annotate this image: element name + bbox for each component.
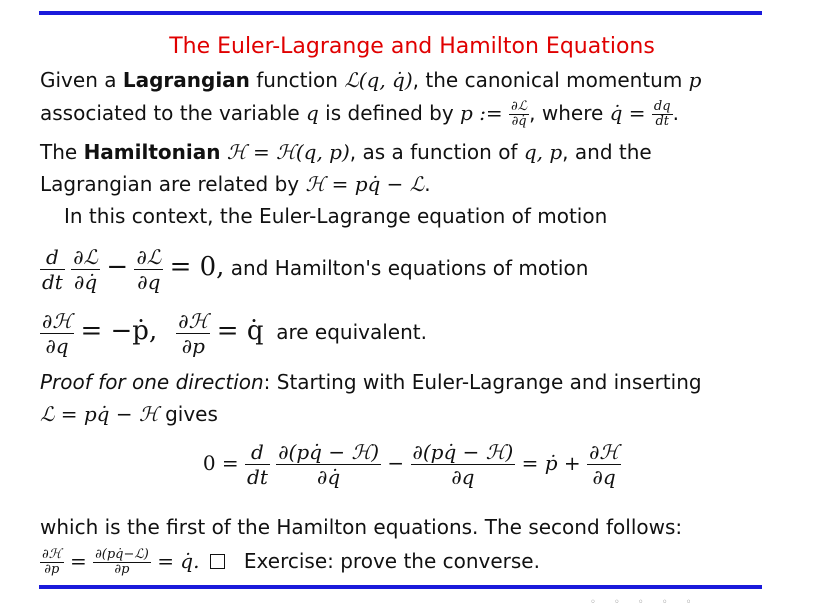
frac-d-pqdot-H-dq	[411, 440, 516, 489]
paragraph-line-1	[40, 68, 701, 92]
frac-dH-dp	[40, 548, 64, 577]
qed-box-icon	[210, 554, 225, 569]
text-function: function	[256, 68, 338, 92]
text-and-hamilton: and Hamilton's equations of motion	[230, 256, 589, 280]
frac-num: ∂ℒ	[73, 245, 98, 269]
math-eq: =	[69, 549, 87, 573]
frac-dH-dq	[40, 309, 74, 358]
text-context: In this context, the Euler-Lagrange equation of motion	[64, 204, 608, 228]
text-lagrangian-related: Lagrangian are related by	[40, 172, 300, 196]
frac-den: ∂q̇	[511, 114, 527, 129]
proof-line-2	[40, 402, 218, 426]
frac-num: ∂ℋ	[178, 309, 209, 333]
text-as-function: , as a function of	[349, 140, 518, 164]
frac-num: ∂(pq̇−ℒ)	[95, 547, 149, 562]
text-period: .	[424, 172, 431, 196]
closing-line-2	[40, 543, 540, 579]
nav-dots-icon[interactable]: ◦◦◦◦◦	[590, 597, 710, 608]
frac-num: ∂ℋ	[42, 547, 62, 562]
text-exercise: Exercise: prove the converse.	[243, 549, 540, 573]
frac-den: ∂q̇	[74, 270, 98, 294]
frac-den: ∂q̇	[317, 465, 341, 489]
term-lagrangian: Lagrangian	[122, 68, 250, 92]
math-eq-qdot: = q̇.	[157, 549, 200, 573]
frac-dH-dp	[176, 309, 210, 358]
text-second-follows: which is the first of the Hamilton equations. The second follows:	[40, 515, 683, 539]
frac-d-dt	[245, 440, 270, 489]
text-proof-rest: : Starting with Euler-Lagrange and inserting	[263, 370, 702, 394]
text-canonical-momentum: , the canonical momentum	[412, 68, 683, 92]
math-p-def: p :=	[460, 101, 503, 125]
math-qdot-eq: q̇ =	[609, 101, 646, 125]
frac-dL-dqdot	[509, 100, 529, 129]
frac-den: ∂q	[45, 334, 69, 358]
frac-den: ∂q	[592, 465, 616, 489]
frac-dL-dq	[134, 245, 163, 294]
text-the: The	[40, 140, 78, 164]
math-H-def: ℋ = ℋ(q, p)	[226, 140, 350, 164]
frac-dq-dt	[652, 100, 673, 129]
math-L-eq: ℒ = pq̇ − ℋ	[40, 402, 159, 426]
math-eq-zero: = 0,	[169, 252, 225, 282]
term-hamiltonian: Hamiltonian	[83, 140, 221, 164]
paragraph-line-3	[40, 140, 652, 164]
math-zero-eq: 0 =	[202, 451, 239, 475]
math-minus: −	[387, 451, 405, 475]
frac-den: ∂q	[451, 465, 475, 489]
frac-num: d	[40, 245, 65, 270]
math-minus: −	[106, 252, 129, 282]
top-rule	[39, 11, 762, 15]
frac-den: dt	[655, 114, 670, 129]
frac-den: dt	[247, 465, 268, 489]
frac-d-dt	[40, 245, 65, 294]
text-period: .	[672, 101, 679, 125]
math-eq-pdot: = ṗ +	[521, 451, 581, 475]
paragraph-line-4	[40, 172, 431, 196]
frac-d-pqdot-H-dqdot	[276, 440, 381, 489]
math-q: q	[306, 101, 319, 125]
proof-equation	[0, 440, 824, 489]
closing-line-1	[40, 515, 682, 539]
text-defined-by: is defined by	[325, 101, 454, 125]
frac-den: dt	[42, 270, 63, 294]
frac-dL-dqdot	[71, 245, 100, 294]
math-L-of-q: ℒ(q, q̇)	[344, 68, 413, 92]
text-and-the: , and the	[562, 140, 652, 164]
frac-num: ∂ℋ	[42, 309, 73, 333]
frac-den: ∂p	[181, 334, 205, 358]
frac-num: ∂ℒ	[511, 99, 528, 114]
euler-lagrange-equation	[40, 240, 588, 295]
frac-den: ∂p	[114, 562, 130, 577]
bottom-rule	[39, 585, 762, 589]
math-qp: q, p	[523, 140, 563, 164]
text-given-a: Given a	[40, 68, 117, 92]
proof-line-1	[40, 370, 702, 394]
text-gives: gives	[165, 402, 218, 426]
frac-num: d	[245, 440, 270, 465]
slide-title: The Euler-Lagrange and Hamilton Equations	[169, 34, 655, 59]
frac-num: ∂ℋ	[589, 440, 620, 464]
frac-den: ∂q	[137, 270, 161, 294]
math-eq-qdot: = q̇	[216, 316, 264, 346]
frac-num: ∂(pq̇ − ℋ)	[412, 440, 514, 464]
paragraph-line-5	[64, 204, 607, 228]
math-H-eq: ℋ = pq̇ − ℒ	[305, 172, 425, 196]
math-p: p	[688, 68, 702, 92]
text-equivalent: are equivalent.	[276, 320, 427, 344]
frac-num: dq	[653, 99, 671, 114]
text-associated: associated to the variable	[40, 101, 300, 125]
frac-num: ∂(pq̇ − ℋ)	[278, 440, 380, 464]
frac-den: ∂p	[44, 562, 60, 577]
frac-d-pqdot-L-dp	[93, 548, 151, 577]
frac-num: ∂ℒ	[136, 245, 162, 269]
frac-dH-dq	[587, 440, 621, 489]
hamilton-equations	[40, 304, 427, 359]
paragraph-line-2	[40, 100, 679, 129]
text-where: , where	[529, 101, 604, 125]
math-eq-minus-pdot: = −ṗ,	[80, 316, 158, 346]
proof-label: Proof for one direction	[40, 370, 264, 394]
